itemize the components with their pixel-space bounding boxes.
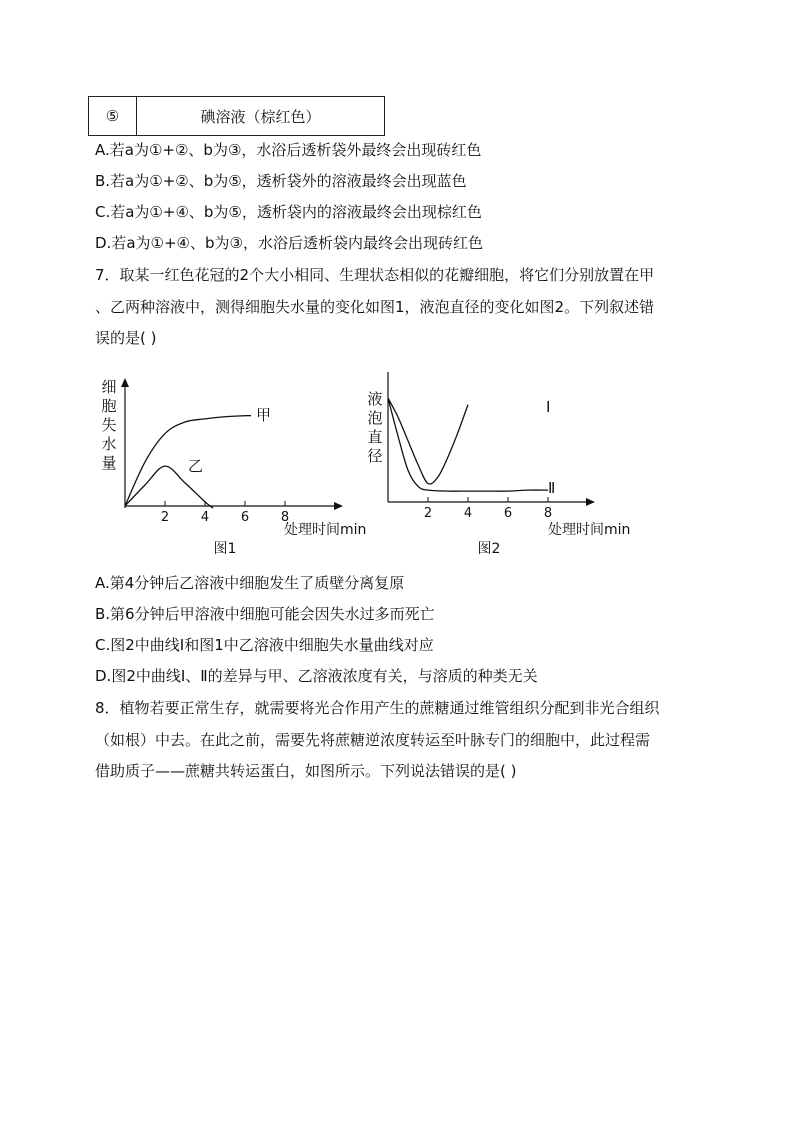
- figure-1-ticks: [161, 501, 289, 525]
- figure-1-series: [125, 406, 271, 508]
- y-axis-label-char: 细: [101, 378, 117, 396]
- q7-stem-line-3: 误的是( ): [95, 329, 157, 347]
- figure-1-xlabel: 处理时间min: [284, 522, 367, 538]
- y-axis-label-char: 直: [367, 428, 383, 446]
- table-row: [89, 97, 385, 136]
- q7-option-b: B.第6分钟后甲溶液中细胞可能会因失水过多而死亡: [95, 605, 435, 623]
- q7-option-c: C.图2中曲线Ⅰ和图1中乙溶液中细胞失水量曲线对应: [95, 636, 434, 654]
- y-axis-label-char: 液: [367, 390, 383, 408]
- reagent-table: [88, 96, 385, 136]
- x-tick-label: 6: [240, 510, 250, 525]
- series-label-1: Ⅰ: [546, 398, 551, 416]
- figure-1-caption: 图1: [213, 541, 237, 557]
- y-axis-label-char: 胞: [101, 397, 117, 415]
- q7-stem-line-2: 、乙两种溶液中，测得细胞失水量的变化如图1，液泡直径的变化如图2。下列叙述错: [95, 298, 655, 316]
- figure-2-series: [388, 398, 555, 497]
- x-tick-label: 6: [503, 506, 513, 521]
- figure-1-y-arrow: [121, 378, 129, 387]
- figure-1-chart: [95, 370, 385, 570]
- y-axis-label-char: 水: [101, 435, 117, 453]
- x-tick-label: 2: [423, 506, 433, 521]
- figure-1-ylabel: [101, 378, 116, 472]
- figure-2-ticks: [424, 497, 552, 521]
- q6-option-b: B.若a为①+②、b为⑤，透析袋外的溶液最终会出现蓝色: [95, 172, 467, 190]
- q6-option-d: D.若a为①+④、b为③，水浴后透析袋内最终会出现砖红色: [95, 234, 483, 252]
- reagent-name: 碘溶液（棕红色）: [137, 97, 385, 136]
- series-line-2: [388, 398, 551, 491]
- q8-stem-line-3: 借助质子——蔗糖共转运蛋白，如图所示。下列说法错误的是( ): [95, 762, 517, 780]
- figure-2-chart: [355, 362, 655, 570]
- x-tick-label: 4: [200, 510, 210, 525]
- q6-option-a: A.若a为①+②、b为③，水浴后透析袋外最终会出现砖红色: [95, 141, 482, 159]
- q6-option-c: C.若a为①+④、b为⑤，透析袋内的溶液最终会出现棕红色: [95, 203, 482, 221]
- figure-2-x-arrow: [586, 498, 595, 506]
- q7-stem-line-1: 7．取某一红色花冠的2个大小相同、生理状态相似的花瓣细胞，将它们分别放置在甲: [95, 266, 655, 284]
- x-tick-label: 8: [543, 506, 553, 521]
- figure-1-x-arrow: [334, 502, 343, 510]
- reagent-number: ⑤: [89, 97, 137, 136]
- x-tick-label: 4: [463, 506, 473, 521]
- q8-stem-line-2: （如根）中去。在此之前，需要先将蔗糖逆浓度转运至叶脉专门的细胞中，此过程需: [95, 731, 651, 749]
- figure-2-caption: 图2: [477, 541, 501, 557]
- figure-2-xlabel: 处理时间min: [548, 522, 631, 538]
- series-label-1: 甲: [256, 406, 272, 424]
- q7-option-a: A.第4分钟后乙溶液中细胞发生了质壁分离复原: [95, 574, 405, 592]
- q7-option-d: D.图2中曲线Ⅰ、Ⅱ的差异与甲、乙溶液浓度有关，与溶质的种类无关: [95, 667, 538, 685]
- y-axis-label-char: 径: [367, 447, 383, 465]
- x-tick-label: 8: [280, 510, 290, 525]
- figure-2-ylabel: [367, 390, 382, 465]
- series-label-2: 乙: [188, 457, 204, 475]
- y-axis-label-char: 泡: [367, 409, 383, 427]
- y-axis-label-char: 量: [101, 454, 117, 472]
- q8-stem-line-1: 8．植物若要正常生存，就需要将光合作用产生的蔗糖通过维管组织分配到非光合组织: [95, 699, 660, 717]
- x-tick-label: 2: [160, 510, 170, 525]
- y-axis-label-char: 失: [101, 416, 117, 434]
- series-label-2: Ⅱ: [548, 479, 556, 497]
